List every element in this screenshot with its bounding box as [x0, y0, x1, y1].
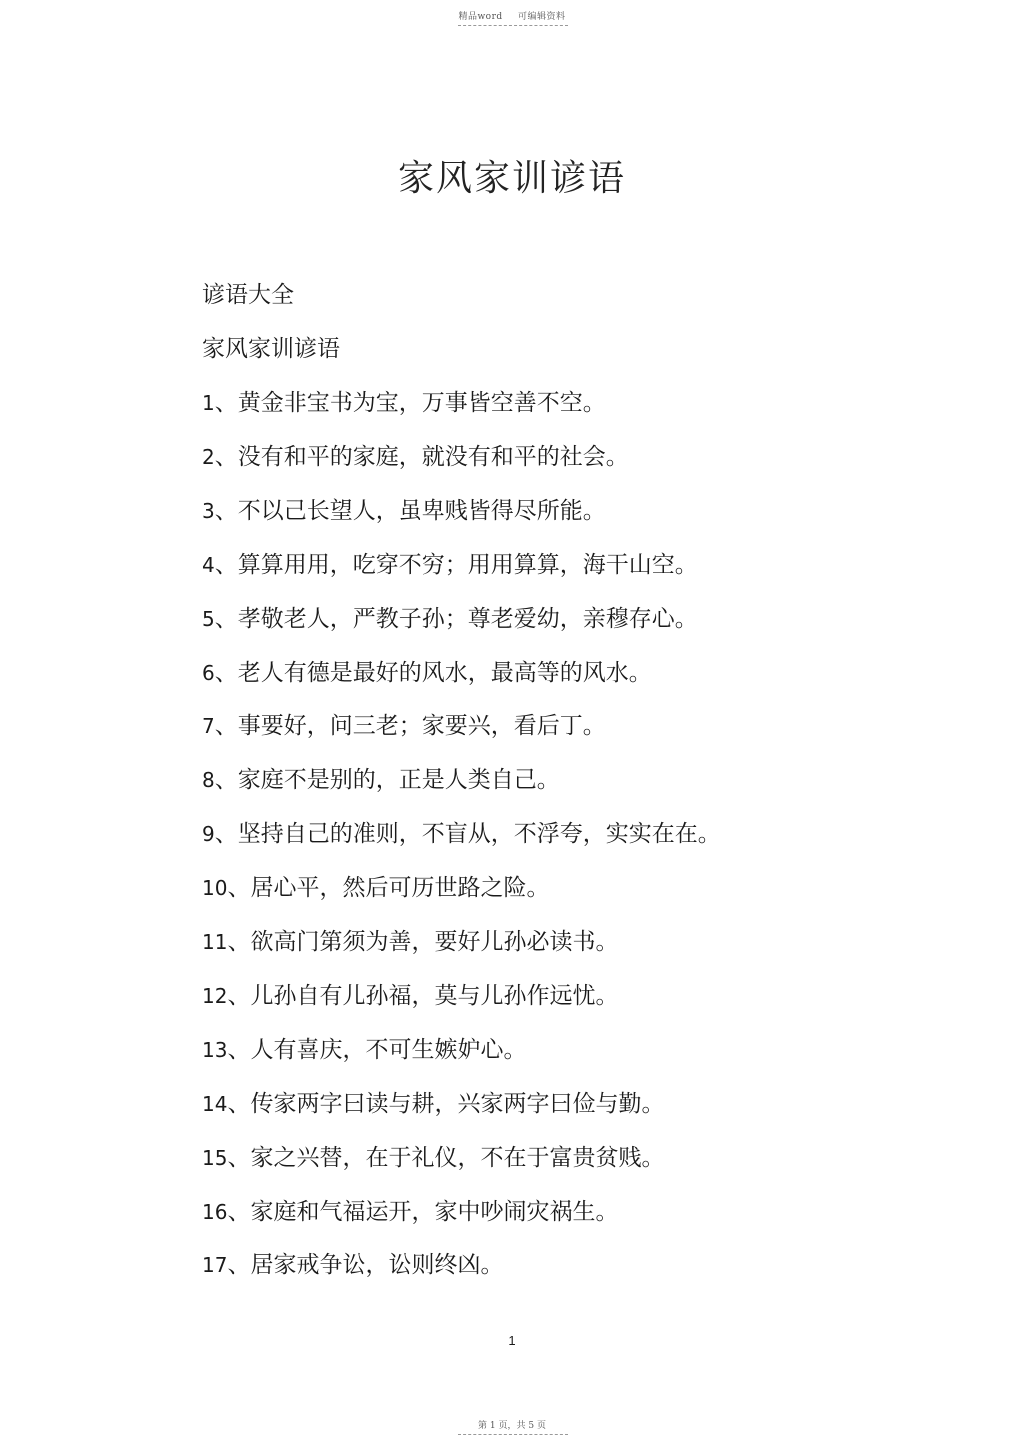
- proverb-text: 、不以己长望人，虽卑贱皆得尽所能。: [214, 498, 606, 524]
- proverb-text: 、儿孙自有儿孙福，莫与儿孙作远忧。: [227, 983, 619, 1009]
- proverb-item: [202, 815, 721, 848]
- proverb-item: [202, 1246, 503, 1279]
- proverb-item: [202, 438, 629, 471]
- proverb-item: [202, 654, 652, 687]
- proverb-text: 、孝敬老人，严教子孙；尊老爱幼，亲穆存心。: [214, 606, 698, 632]
- proverb-number: 11: [202, 930, 228, 954]
- proverb-text: 、坚持自己的准则，不盲从，不浮夸，实实在在。: [214, 821, 721, 847]
- proverb-text: 、家庭不是别的，正是人类自己。: [214, 767, 560, 793]
- proverb-item: [202, 492, 606, 525]
- proverb-item: [202, 546, 698, 579]
- proverb-item: [202, 869, 549, 902]
- proverb-item: [202, 1031, 526, 1064]
- header-left-text: 精品word: [458, 12, 503, 22]
- proverb-item: [202, 977, 618, 1010]
- proverb-text: 、算算用用，吃穿不穷；用用算算，海干山空。: [214, 552, 698, 578]
- proverb-number: 5: [202, 607, 215, 631]
- proverb-item: [202, 1085, 664, 1118]
- page-number: 1: [508, 1333, 516, 1348]
- proverb-text: 、欲高门第须为善，要好儿孙必读书。: [227, 929, 619, 955]
- proverb-text: 、没有和平的家庭，就没有和平的社会。: [214, 444, 629, 470]
- proverb-number: 9: [202, 822, 215, 846]
- proverb-item: [202, 923, 618, 956]
- section-subheading: 家风家训谚语: [202, 336, 340, 362]
- proverb-text: 、居心平，然后可历世路之险。: [227, 875, 550, 901]
- document-title: 家风家训谚语: [397, 158, 626, 199]
- proverb-text: 、黄金非宝书为宝，万事皆空善不空。: [214, 390, 606, 416]
- footer-divider: [458, 1434, 568, 1435]
- proverb-number: 6: [202, 661, 215, 685]
- header-divider: [458, 25, 568, 26]
- proverb-item: [202, 761, 560, 794]
- proverb-text: 、老人有德是最好的风水，最高等的风水。: [214, 660, 652, 686]
- proverb-number: 10: [202, 876, 228, 900]
- proverb-text: 、人有喜庆，不可生嫉妒心。: [227, 1037, 527, 1063]
- proverb-number: 17: [202, 1253, 228, 1277]
- proverb-text: 、传家两字曰读与耕，兴家两字曰俭与勤。: [227, 1091, 665, 1117]
- proverb-number: 3: [202, 499, 215, 523]
- proverb-number: 13: [202, 1038, 228, 1062]
- proverb-item: [202, 707, 606, 740]
- section-heading: 谚语大全: [202, 282, 294, 308]
- proverb-number: 1: [202, 391, 215, 415]
- proverb-item: [202, 384, 606, 417]
- proverb-number: 4: [202, 553, 215, 577]
- proverb-number: 2: [202, 445, 215, 469]
- proverb-item: [202, 600, 698, 633]
- proverb-number: 16: [202, 1200, 228, 1224]
- proverb-number: 8: [202, 768, 215, 792]
- proverb-text: 、家庭和气福运开，家中吵闹灾祸生。: [227, 1199, 619, 1225]
- proverb-item: [202, 1139, 664, 1172]
- page-footer: 第 1 页，共 5 页: [478, 1421, 546, 1431]
- proverb-number: 12: [202, 984, 228, 1008]
- proverb-item: [202, 1193, 618, 1226]
- proverb-text: 、家之兴替，在于礼仪，不在于富贵贫贱。: [227, 1145, 665, 1171]
- proverb-text: 、事要好，问三老；家要兴，看后丁。: [214, 713, 606, 739]
- page-header: [0, 9, 1024, 22]
- header-right-text: 可编辑资料: [518, 12, 566, 22]
- proverb-number: 15: [202, 1146, 228, 1170]
- proverb-number: 7: [202, 714, 215, 738]
- proverb-number: 14: [202, 1092, 228, 1116]
- proverb-text: 、居家戒争讼，讼则终凶。: [227, 1252, 504, 1278]
